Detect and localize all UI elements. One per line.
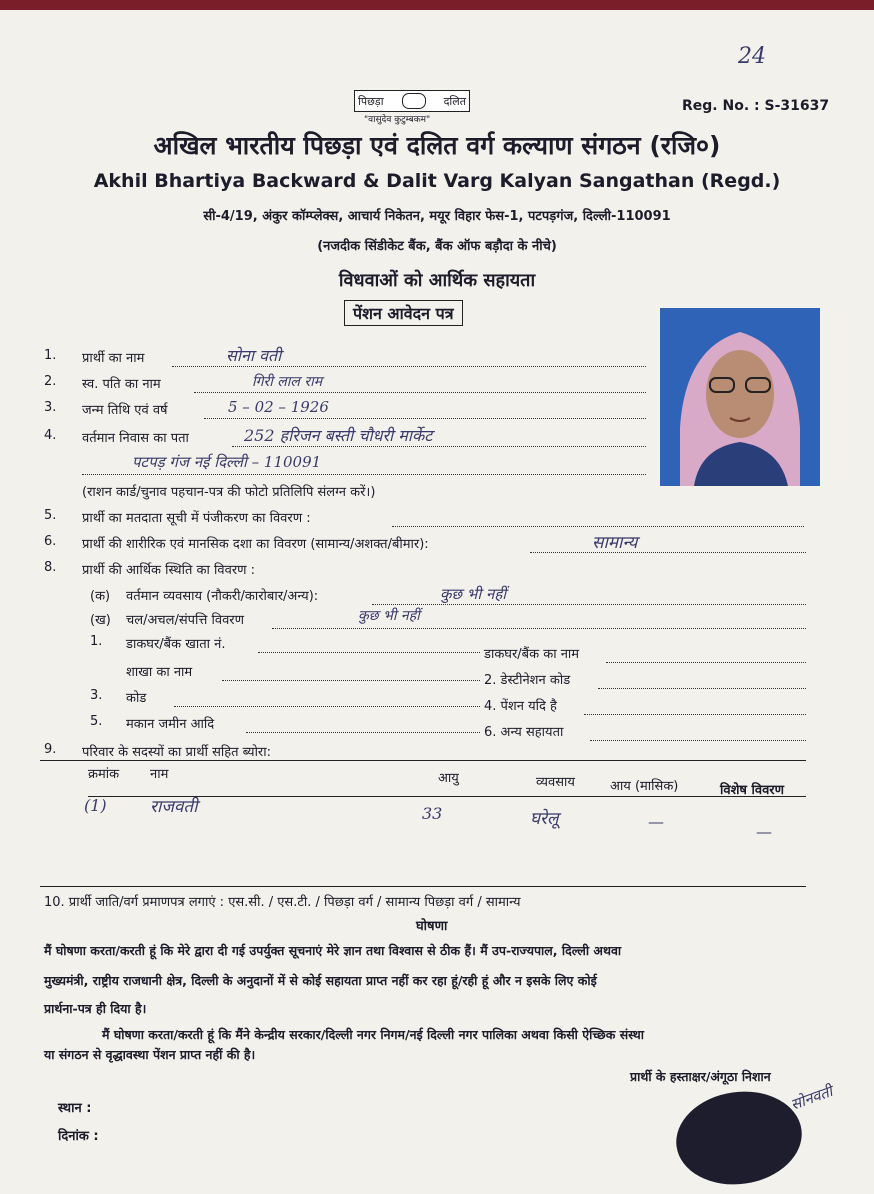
dotted-line	[174, 706, 480, 707]
subfield-number: 3.	[90, 688, 103, 703]
table-header-sno: क्रमांक	[88, 767, 120, 782]
dotted-line	[246, 732, 480, 733]
house-land-label: मकान जमीन आदि	[126, 717, 215, 732]
form-title: पेंशन आवेदन पत्र	[344, 300, 463, 326]
redacted-thumb-impression	[670, 1084, 808, 1193]
field-number: 1.	[44, 348, 57, 363]
address-note: (राशन कार्ड/चुनाव पहचान-पत्र की फोटो प्रतिलिपि संलग्न करें।)	[82, 485, 376, 500]
declaration-title: घोषणा	[416, 919, 448, 934]
row-income[interactable]: —	[648, 812, 664, 831]
table-header-age: आयु	[438, 771, 459, 786]
org-name-english: Akhil Bhartiya Backward & Dalit Varg Kalyan Sangathan (Regd.)	[93, 170, 781, 192]
table-bottom-rule	[40, 886, 806, 887]
row-name[interactable]: राजवती	[150, 797, 198, 817]
address-value-line1[interactable]: 252 हरिजन बस्ती चौधरी मार्केट	[244, 426, 433, 445]
property-value[interactable]: कुछ भी नहीं	[358, 608, 420, 624]
declaration-text: मुख्यमंत्री, राष्ट्रीय राजधानी क्षेत्र, दिल्ली के अनुदानों में से कोई सहायता प्राप्त नहीं कर रहा हूं/रही हूं और न इसके लिए कोई	[44, 973, 597, 988]
signature-handwritten: सोनवती	[788, 1082, 835, 1114]
table-header-remarks: विशेष विवरण	[720, 783, 785, 798]
dotted-line	[606, 662, 806, 663]
applicant-photo	[660, 308, 820, 486]
logo-right-text: दलित	[443, 94, 466, 108]
code-label: कोड	[126, 691, 147, 706]
table-header-name: नाम	[150, 767, 169, 782]
field-number: 2.	[44, 374, 57, 389]
subfield-number: (क)	[90, 589, 111, 604]
subfield-number: 1.	[90, 634, 103, 649]
destination-code-label: 2. डेस्टीनेशन कोड	[484, 673, 571, 688]
signature-label: प्रार्थी के हस्ताक्षर/अंगूठा निशान	[630, 1069, 771, 1084]
husband-name-value[interactable]: गिरी लाल राम	[252, 374, 323, 390]
table-top-rule	[40, 760, 806, 761]
registration-number: Reg. No. : S-31637	[682, 98, 830, 114]
health-condition-label: प्रार्थी की शारीरिक एवं मानसिक दशा का विवरण (सामान्य/अशक्त/बीमार):	[82, 537, 429, 552]
field-number: 9.	[44, 742, 57, 757]
husband-name-label: स्व. पति का नाम	[82, 377, 161, 392]
dotted-line	[194, 392, 646, 393]
org-address-landmark: (नजदीक सिंडीकेट बैंक, बैंक ऑफ बड़ौदा के नीचे)	[317, 239, 557, 254]
field-number: 6.	[44, 534, 57, 549]
org-address: सी-4/19, अंकुर कॉम्प्लेक्स, आचार्य निकेतन, मयूर विहार फेस-1, पटपड़गंज, दिल्ली-110091	[203, 209, 671, 224]
row-occupation[interactable]: घरेलू	[530, 809, 559, 829]
field-number: 8.	[44, 560, 57, 575]
row-age[interactable]: 33	[422, 804, 443, 823]
dotted-line	[258, 652, 480, 653]
subfield-number: 5.	[90, 714, 103, 729]
applicant-name-value[interactable]: सोना वती	[226, 346, 282, 365]
subfield-number: (ख)	[90, 613, 111, 628]
family-details-label: परिवार के सदस्यों का प्रार्थी सहित ब्योरा:	[82, 745, 271, 760]
other-assistance-label: 6. अन्य सहायता	[484, 725, 564, 740]
table-header-occupation: व्यवसाय	[536, 775, 575, 790]
birth-date-label: जन्म तिथि एवं वर्ष	[82, 403, 168, 418]
logo-tagline: "वासुदेव कुटुम्बकम"	[364, 115, 431, 125]
org-logo	[354, 90, 470, 112]
dotted-line	[590, 740, 806, 741]
org-name-hindi: अखिल भारतीय पिछड़ा एवं दलित वर्ग कल्याण संगठन (रजि०)	[153, 131, 721, 160]
dotted-line	[172, 366, 646, 367]
dotted-line	[372, 604, 806, 605]
dotted-line	[530, 552, 806, 553]
dotted-line	[222, 680, 480, 681]
bank-account-label: डाकघर/बैंक खाता नं.	[126, 637, 226, 652]
voter-registration-label: प्रार्थी का मतदाता सूची में पंजीकरण का विवरण :	[82, 511, 311, 526]
dotted-line	[272, 628, 806, 629]
occupation-label: वर्तमान व्यवसाय (नौकरी/कारोबार/अन्य):	[126, 589, 319, 604]
scheme-title: विधवाओं को आर्थिक सहायता	[338, 270, 536, 291]
branch-name-label: शाखा का नाम	[126, 665, 193, 680]
birth-date-value[interactable]: 5 – 02 – 1926	[228, 398, 329, 416]
application-form	[0, 10, 874, 1194]
field-number: 5.	[44, 508, 57, 523]
page-number-handwritten: 24	[738, 44, 766, 69]
address-label: वर्तमान निवास का पता	[82, 431, 189, 446]
existing-pension-label: 4. पेंशन यदि है	[484, 699, 557, 714]
row-sno: (1)	[84, 796, 107, 815]
address-value-line2[interactable]: पटपड़ गंज नई दिल्ली – 110091	[132, 453, 322, 471]
bank-name-label: डाकघर/बैंक का नाम	[484, 647, 580, 662]
dotted-line	[232, 446, 646, 447]
table-header-income: आय (मासिक)	[610, 779, 679, 794]
occupation-value[interactable]: कुछ भी नहीं	[440, 585, 507, 603]
declaration-text: मैं घोषणा करता/करती हूं कि मेरे द्वारा दी गई उपर्युक्त सूचनाएं मेरे ज्ञान तथा विश्वास से ठीक हैं। मैं उप-राज्यपाल, दिल्ली अथवा	[44, 943, 622, 958]
dotted-line	[204, 418, 646, 419]
dotted-line	[584, 714, 806, 715]
caste-certificate-line: 10. प्रार्थी जाति/वर्ग प्रमाणपत्र लगाएं : एस.सी. / एस.टी. / पिछड़ा वर्ग / सामान्य पिछड़ा वर्ग / सामान्य	[44, 895, 521, 910]
field-number: 3.	[44, 400, 57, 415]
health-condition-value[interactable]: सामान्य	[592, 533, 638, 553]
dotted-line	[82, 474, 646, 475]
declaration-text: मैं घोषणा करता/करती हूं कि मैंने केन्द्रीय सरकार/दिल्ली नगर निगम/नई दिल्ली नगर पालिका अथवा किसी ऐच्छिक संस्था	[102, 1027, 644, 1042]
date-label: दिनांक :	[58, 1129, 99, 1144]
applicant-portrait-icon	[660, 308, 820, 486]
place-label: स्थान :	[58, 1101, 92, 1116]
property-label: चल/अचल/संपत्ति विवरण	[126, 613, 245, 628]
logo-left-text: पिछड़ा	[358, 94, 384, 108]
declaration-text: या संगठन से वृद्धावस्था पेंशन प्राप्त नहीं की है।	[44, 1047, 256, 1062]
field-number: 4.	[44, 428, 57, 443]
applicant-name-label: प्रार्थी का नाम	[82, 351, 145, 366]
handshake-icon	[402, 93, 426, 109]
financial-status-label: प्रार्थी की आर्थिक स्थिति का विवरण :	[82, 563, 256, 578]
dotted-line	[598, 688, 806, 689]
declaration-text: प्रार्थना-पत्र ही दिया है।	[44, 1001, 147, 1016]
dotted-line	[392, 526, 804, 527]
row-remarks[interactable]: —	[756, 822, 772, 841]
